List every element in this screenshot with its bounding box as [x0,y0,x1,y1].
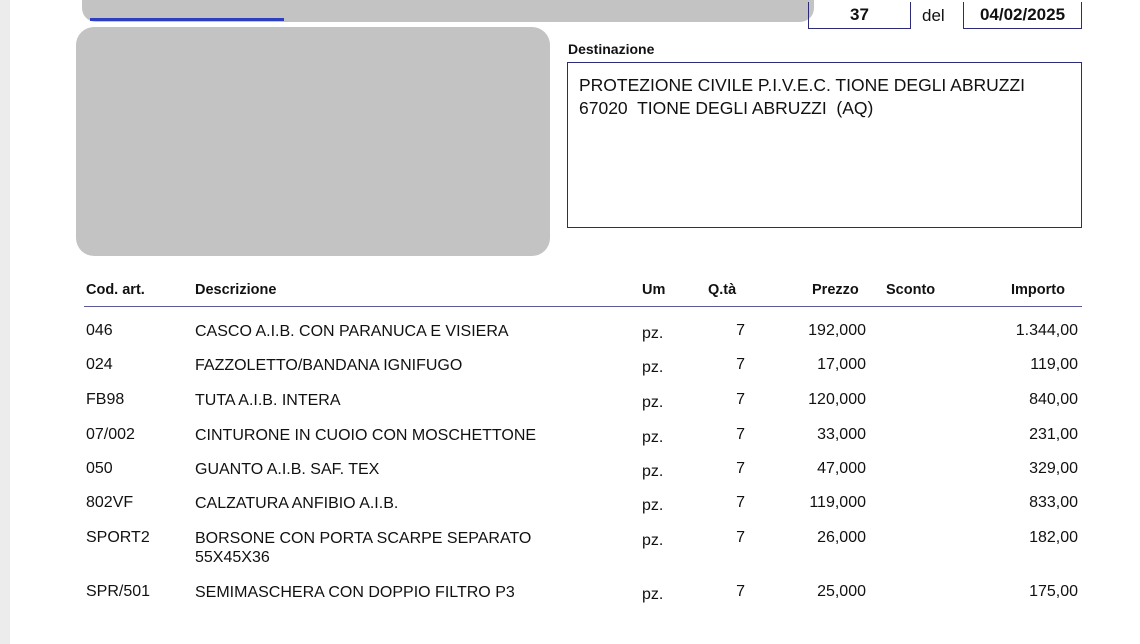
row-description: BORSONE CON PORTA SCARPE SEPARATO 55X45X36 [195,530,532,566]
row-unit: pz. [642,532,664,549]
row-qty: 7 [736,583,745,600]
row-unit: pz. [642,325,664,342]
header-amount: Importo [1011,282,1065,298]
row-code: 024 [86,356,113,373]
date-connector: del [922,6,945,25]
row-price: 26,000 [817,529,866,546]
row-code: 802VF [86,494,134,511]
row-qty: 7 [736,322,745,339]
document-page [10,0,1140,644]
row-code: SPORT2 [86,529,150,546]
row-unit: pz. [642,586,664,603]
row-qty: 7 [736,391,745,408]
row-qty: 7 [736,529,745,546]
row-amount: 840,00 [1029,391,1078,408]
row-amount: 175,00 [1029,583,1078,600]
row-description: GUANTO A.I.B. SAF. TEX [195,461,380,478]
destination-label: Destinazione [568,41,655,57]
destination-line-2: 67020 TIONE DEGLI ABRUZZI (AQ) [579,98,874,118]
destination-box [567,62,1082,228]
row-amount: 231,00 [1029,426,1078,443]
row-amount: 1.344,00 [1015,322,1078,339]
header-accent-line [90,18,284,21]
row-amount: 329,00 [1029,460,1078,477]
header-code: Cod. art. [86,282,145,298]
row-price: 25,000 [817,583,866,600]
row-unit: pz. [642,359,664,376]
destination-line-1: PROTEZIONE CIVILE P.I.V.E.C. TIONE DEGLI ABRUZZI [579,75,1026,95]
row-code: FB98 [86,391,125,408]
row-unit: pz. [642,394,664,411]
row-price: 17,000 [817,356,866,373]
row-unit: pz. [642,429,664,446]
header-description: Descrizione [195,282,277,298]
header-discount: Sconto [886,282,936,298]
header-unit: Um [642,282,666,298]
row-description: CINTURONE IN CUOIO CON MOSCHETTONE [195,427,537,444]
row-amount: 119,00 [1030,356,1078,373]
row-code: 07/002 [86,426,135,443]
row-price: 192,000 [808,322,866,339]
redacted-address-block [76,27,550,256]
header-divider [84,306,1082,307]
row-qty: 7 [736,460,745,477]
row-price: 33,000 [817,426,866,443]
row-description: CALZATURA ANFIBIO A.I.B. [195,495,399,512]
row-description: CASCO A.I.B. CON PARANUCA E VISIERA [195,323,509,340]
row-unit: pz. [642,497,664,514]
row-price: 119,000 [809,494,866,511]
header-price: Prezzo [812,282,859,298]
document-number: 37 [808,2,911,29]
row-description: SEMIMASCHERA CON DOPPIO FILTRO P3 [195,584,515,601]
row-description: FAZZOLETTO/BANDANA IGNIFUGO [195,357,463,374]
row-unit: pz. [642,463,664,480]
row-description: TUTA A.I.B. INTERA [195,392,341,409]
row-price: 47,000 [817,460,866,477]
row-qty: 7 [736,494,745,511]
row-qty: 7 [736,356,745,373]
row-amount: 182,00 [1029,529,1078,546]
row-qty: 7 [736,426,745,443]
row-amount: 833,00 [1029,494,1078,511]
row-code: SPR/501 [86,583,151,600]
row-price: 120,000 [808,391,866,408]
row-code: 050 [86,460,113,477]
header-qty: Q.tà [708,282,737,298]
document-date: 04/02/2025 [963,2,1082,29]
row-code: 046 [86,322,113,339]
